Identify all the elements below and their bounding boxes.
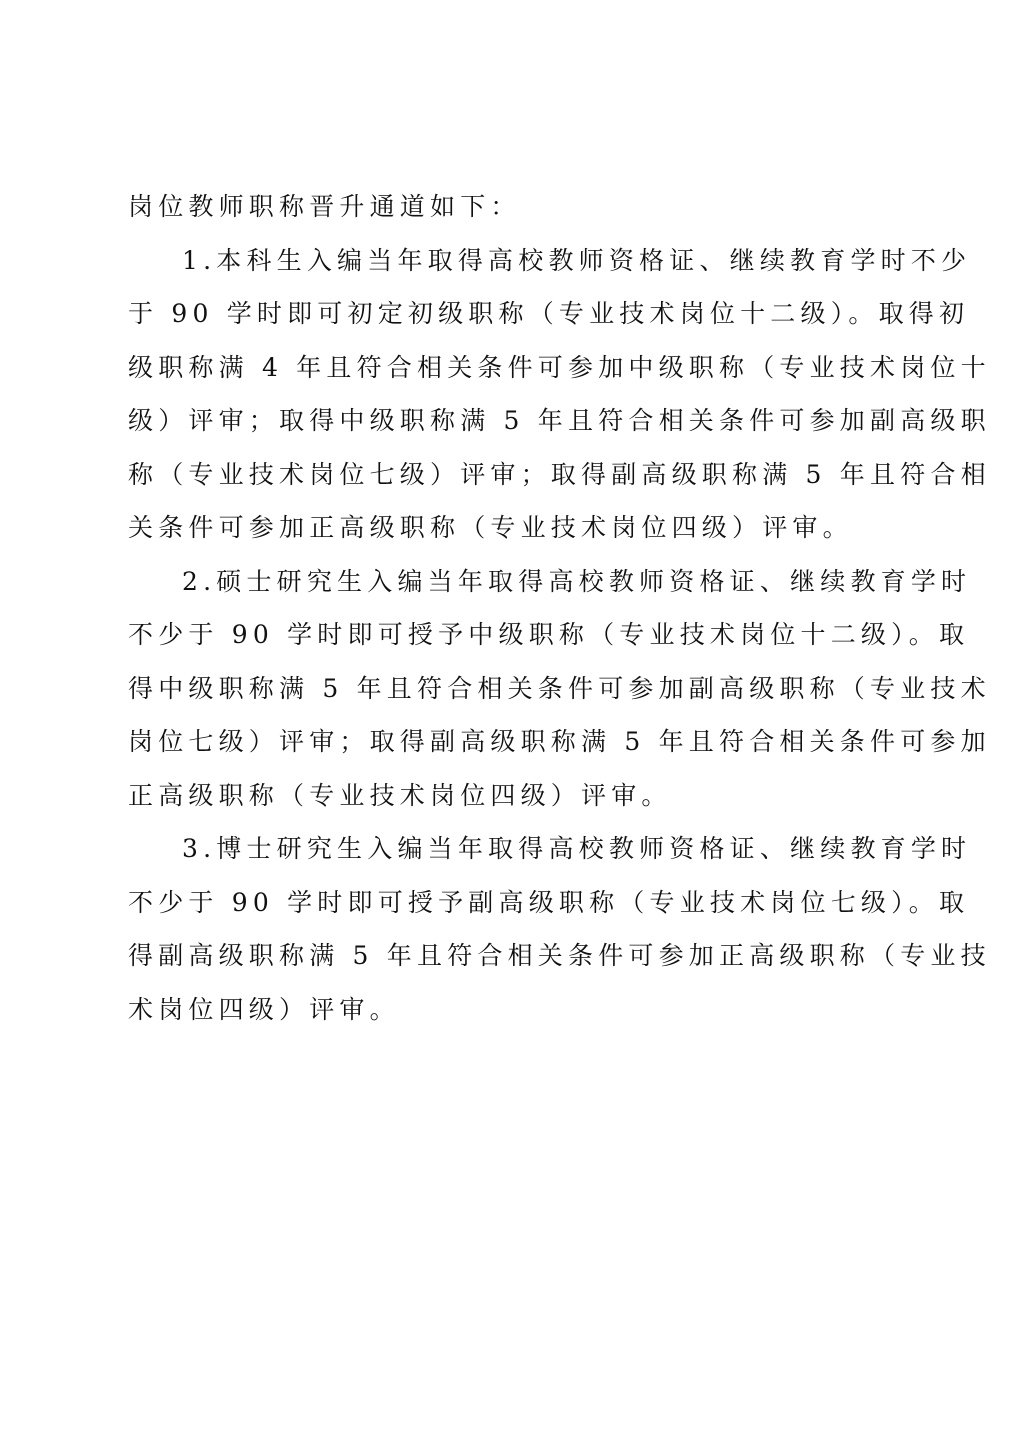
paragraph-line: 术岗位四级）评审。 <box>128 994 400 1024</box>
paragraph-1 <box>128 234 991 555</box>
paragraph-line: 称（专业技术岗位七级）评审；取得副高级职称满 5 年且符合相 <box>128 459 991 489</box>
paragraph-line: 得副高级职称满 5 年且符合相关条件可参加正高级职称（专业技 <box>128 941 991 970</box>
paragraph-line: 不少于 90 学时即可授予副高级职称（专业技术岗位七级）。取 <box>128 887 970 917</box>
paragraph-line: 3.博士研究生入编当年取得高校教师资格证、继续教育学时 <box>182 834 972 863</box>
paragraph-line: 关条件可参加正高级职称（专业技术岗位四级）评审。 <box>128 513 853 542</box>
document-body <box>128 180 991 1036</box>
paragraph-line: 于 90 学时即可初定初级职称（专业技术岗位十二级）。取得初 <box>128 299 970 328</box>
paragraph-line: 岗位七级）评审；取得副高级职称满 5 年且符合相关条件可参加 <box>128 727 991 756</box>
paragraph-line: 不少于 90 学时即可授予中级职称（专业技术岗位十二级）。取 <box>128 620 970 649</box>
intro-line: 岗位教师职称晋升通道如下： <box>128 192 521 221</box>
paragraph-line: 级职称满 4 年且符合相关条件可参加中级职称（专业技术岗位十 <box>128 352 991 382</box>
paragraph-line: 2.硕士研究生入编当年取得高校教师资格证、继续教育学时 <box>182 566 972 596</box>
paragraph-3 <box>128 822 991 1036</box>
paragraph-line: 得中级职称满 5 年且符合相关条件可参加副高级职称（专业技术 <box>128 673 991 703</box>
paragraph-line: 1.本科生入编当年取得高校教师资格证、继续教育学时不少 <box>182 245 972 275</box>
paragraph-line: 级）评审；取得中级职称满 5 年且符合相关条件可参加副高级职 <box>128 406 991 435</box>
paragraph-line: 正高级职称（专业技术岗位四级）评审。 <box>128 780 672 810</box>
paragraph-2 <box>128 555 991 823</box>
